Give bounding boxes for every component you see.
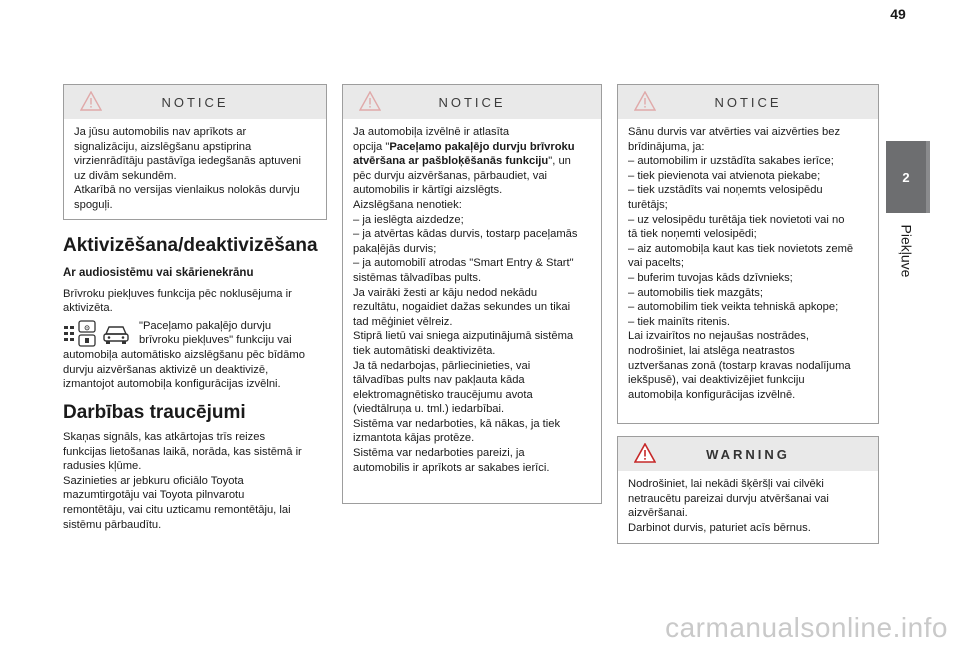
notice-title: NOTICE bbox=[438, 94, 506, 110]
text-line: aizvēršanai. bbox=[628, 507, 688, 520]
section-title-activation: Aktivizēšana/deaktivizēšana bbox=[63, 235, 318, 256]
text-line: brīdinājuma, ja: bbox=[628, 140, 705, 153]
section-title-malfunctions: Darbības traucējumi bbox=[63, 402, 246, 423]
notice-header bbox=[618, 85, 878, 119]
text-line: pakaļējās durvis; bbox=[353, 242, 437, 255]
text-line: Ja automobiļa izvēlnē ir atlasīta bbox=[353, 126, 510, 138]
text-line: tālvadības pults nav pakļauta kāda bbox=[353, 374, 525, 387]
text-line: – tiek pievienota vai atvienota piekabe; bbox=[628, 169, 821, 182]
text-line: sistēmu pārbaudītu. bbox=[63, 518, 162, 531]
warning-header bbox=[618, 437, 878, 471]
text-line: vai pacelts; bbox=[628, 257, 684, 270]
text-line: elektromagnētisko traucējumu avota bbox=[353, 388, 533, 401]
text-line: – aiz automobiļa kaut kas tiek novietots zemē bbox=[628, 242, 854, 255]
text-line: – automobilim tiek veikta tehniskā apkope; bbox=[628, 301, 839, 314]
text-line: – tiek mainīts ritenis. bbox=[628, 315, 730, 328]
notice-body bbox=[618, 119, 878, 410]
text-line: Lai izvairītos no nejaušas nostrādes, bbox=[628, 330, 809, 343]
chapter-tab-edge bbox=[926, 141, 930, 213]
text-line: pēc durvju aizvēršanas, pārbaudiet, vai bbox=[353, 169, 548, 182]
text-line: remontētāju, vai citu uzticamu remontētāju, lai bbox=[63, 503, 291, 516]
text-line: Brīvroku piekļuves funkcija pēc noklusējuma ir bbox=[63, 287, 292, 300]
text-line: rezultātu, nogaidiet dažas sekundes un tikai bbox=[353, 301, 571, 314]
text-line: automobiļa konfigurācijas izvēlnē. bbox=[628, 388, 796, 401]
text-line: durvju aizvēršanas aktivizē un deaktivizē, bbox=[63, 363, 269, 376]
text-line: izmantota kājas protēze. bbox=[353, 432, 475, 445]
section-malfunctions-body bbox=[63, 430, 333, 532]
text-line: brīvroku piekļuves" funkciju vai bbox=[139, 334, 292, 347]
text-line: funkcijas lietošanas laikā, norāda, kas sistēmā ir bbox=[63, 445, 302, 458]
text-line: atvēršana ar pašbloķēšanās funkciju", un bbox=[353, 155, 571, 168]
text-line: tad mēģiniet vēlreiz. bbox=[353, 315, 453, 328]
warning-triangle-icon bbox=[634, 443, 656, 463]
text-line: Sānu durvis var atvērties vai aizvērties bez bbox=[628, 126, 841, 138]
text-line: Sistēma var nedarboties, kā nākas, ja tiek bbox=[353, 417, 561, 430]
icon-row-text bbox=[139, 319, 292, 348]
chapter-label: Piekļuve bbox=[898, 224, 915, 278]
warning-body bbox=[618, 471, 878, 543]
text-line: Atkarībā no versijas vienlaikus nolokās durvju bbox=[74, 184, 300, 197]
text-line: netraucētu pareizai durvju atvēršanai vai bbox=[628, 492, 829, 505]
warning-triangle-icon bbox=[634, 91, 656, 111]
notice-header bbox=[343, 85, 601, 119]
text-line: – tiek uzstādīts vai noņemts velosipēdu bbox=[628, 184, 823, 197]
text-line: Sazinieties ar jebkuru oficiālo Toyota bbox=[63, 474, 244, 487]
text-line: virzienrādītāju pastāvīga iedegšanās aptuveni bbox=[74, 155, 302, 168]
text-line: izmantojot automobiļa konfigurācijas izvēlni. bbox=[63, 378, 281, 391]
audio-system-icon bbox=[63, 320, 97, 348]
text-line: Darbinot durvis, paturiet acīs bērnus. bbox=[628, 521, 811, 534]
text-line: – ja automobilī atrodas "Smart Entry & Start" bbox=[353, 257, 574, 270]
car-settings-icon bbox=[101, 320, 131, 348]
text-line: automobilis ir aprīkots ar sakabes ierīci. bbox=[353, 461, 550, 474]
warning-triangle-icon bbox=[80, 91, 102, 111]
text-line: opcija "Paceļamo pakaļējo durvju brīvroku bbox=[353, 140, 575, 153]
text-line: Stiprā lietū vai sniega aizputinājumā sistēma bbox=[353, 330, 574, 343]
text-line: uztveršanas zonā (tostarp kravas nodalījuma bbox=[628, 359, 851, 372]
text-line: sistēmas tālvadības pults. bbox=[353, 271, 482, 284]
notice-box-col2 bbox=[342, 84, 602, 504]
text-line: – uz velosipēdu turētāja tiek novietoti vai no bbox=[628, 213, 845, 226]
text-line: Aizslēgšana nenotiek: bbox=[353, 198, 462, 211]
page-number: 49 bbox=[890, 6, 906, 22]
subheading: Ar audiosistēmu vai skārienekrānu bbox=[63, 267, 254, 279]
text-line: radusies kļūme. bbox=[63, 460, 142, 473]
icon-group bbox=[63, 319, 131, 348]
chapter-tab[interactable] bbox=[886, 141, 926, 213]
warning-triangle-icon bbox=[359, 91, 381, 111]
text-line: iekšpusē), vai deaktivizējiet funkciju bbox=[628, 374, 805, 387]
text-line: Skaņas signāls, kas atkārtojas trīs reizes bbox=[63, 431, 266, 443]
text-line: – automobilim ir uzstādīta sakabes ierīce; bbox=[628, 155, 834, 168]
text-line: tā tiek noņemti velosipēdi; bbox=[628, 228, 757, 241]
text-line: Sistēma var nedarboties pareizi, ja bbox=[353, 447, 525, 460]
icon-row bbox=[63, 319, 333, 348]
text-line: – ja atvērtas kādas durvis, tostarp paceļamās bbox=[353, 228, 578, 241]
notice-box-col3 bbox=[617, 84, 879, 424]
text-line: (viedtālruņa u. tml.) iedarbībai. bbox=[353, 403, 505, 416]
text-line: Ja jūsu automobilis nav aprīkots ar bbox=[74, 126, 247, 138]
notice-box-col1 bbox=[63, 84, 327, 220]
text-line: automobiļa automātisko aizslēgšanu pēc bīdāmo bbox=[63, 348, 305, 361]
text-line: Ja vairāki žesti ar kāju nedod nekādu bbox=[353, 286, 538, 299]
warning-box-col3 bbox=[617, 436, 879, 544]
notice-header bbox=[64, 85, 326, 119]
section-activation-body bbox=[63, 266, 333, 392]
text-line: spoguļi. bbox=[74, 198, 113, 211]
text-line: "Paceļamo pakaļējo durvju bbox=[139, 319, 272, 332]
svg-text:⊙: ⊙ bbox=[84, 324, 90, 332]
text-line: mazumtirgotāju vai Toyota pilnvarotu bbox=[63, 489, 245, 502]
notice-body bbox=[64, 119, 326, 221]
text-line: signalizāciju, aizslēgšanu apstiprina bbox=[74, 140, 252, 153]
notice-title: NOTICE bbox=[161, 94, 229, 110]
text-line: – automobilis tiek mazgāts; bbox=[628, 286, 763, 299]
chapter-number: 2 bbox=[902, 169, 910, 185]
text-line: Ja tā nedarbojas, pārliecinieties, vai bbox=[353, 359, 531, 372]
notice-body bbox=[343, 119, 601, 483]
watermark: carmanualsonline.info bbox=[665, 612, 948, 643]
text-line: automobilis ir kārtīgi aizslēgts. bbox=[353, 184, 503, 197]
text-line: turētājs; bbox=[628, 198, 668, 211]
text-line: – buferim tuvojas kāds dzīvnieks; bbox=[628, 271, 793, 284]
text-line: uz divām sekundēm. bbox=[74, 169, 177, 182]
text-line: Nodrošiniet, lai nekādi šķēršļi vai cilvēki bbox=[628, 478, 824, 490]
text-line: nodrošiniet, lai atslēga neatrastos bbox=[628, 344, 795, 357]
notice-title: NOTICE bbox=[714, 94, 782, 110]
text-line: aktivizēta. bbox=[63, 302, 113, 315]
text-line: – ja ieslēgta aizdedze; bbox=[353, 213, 464, 226]
text-line: tiek automātiski deaktivizēta. bbox=[353, 344, 496, 357]
warning-title: WARNING bbox=[706, 446, 790, 462]
